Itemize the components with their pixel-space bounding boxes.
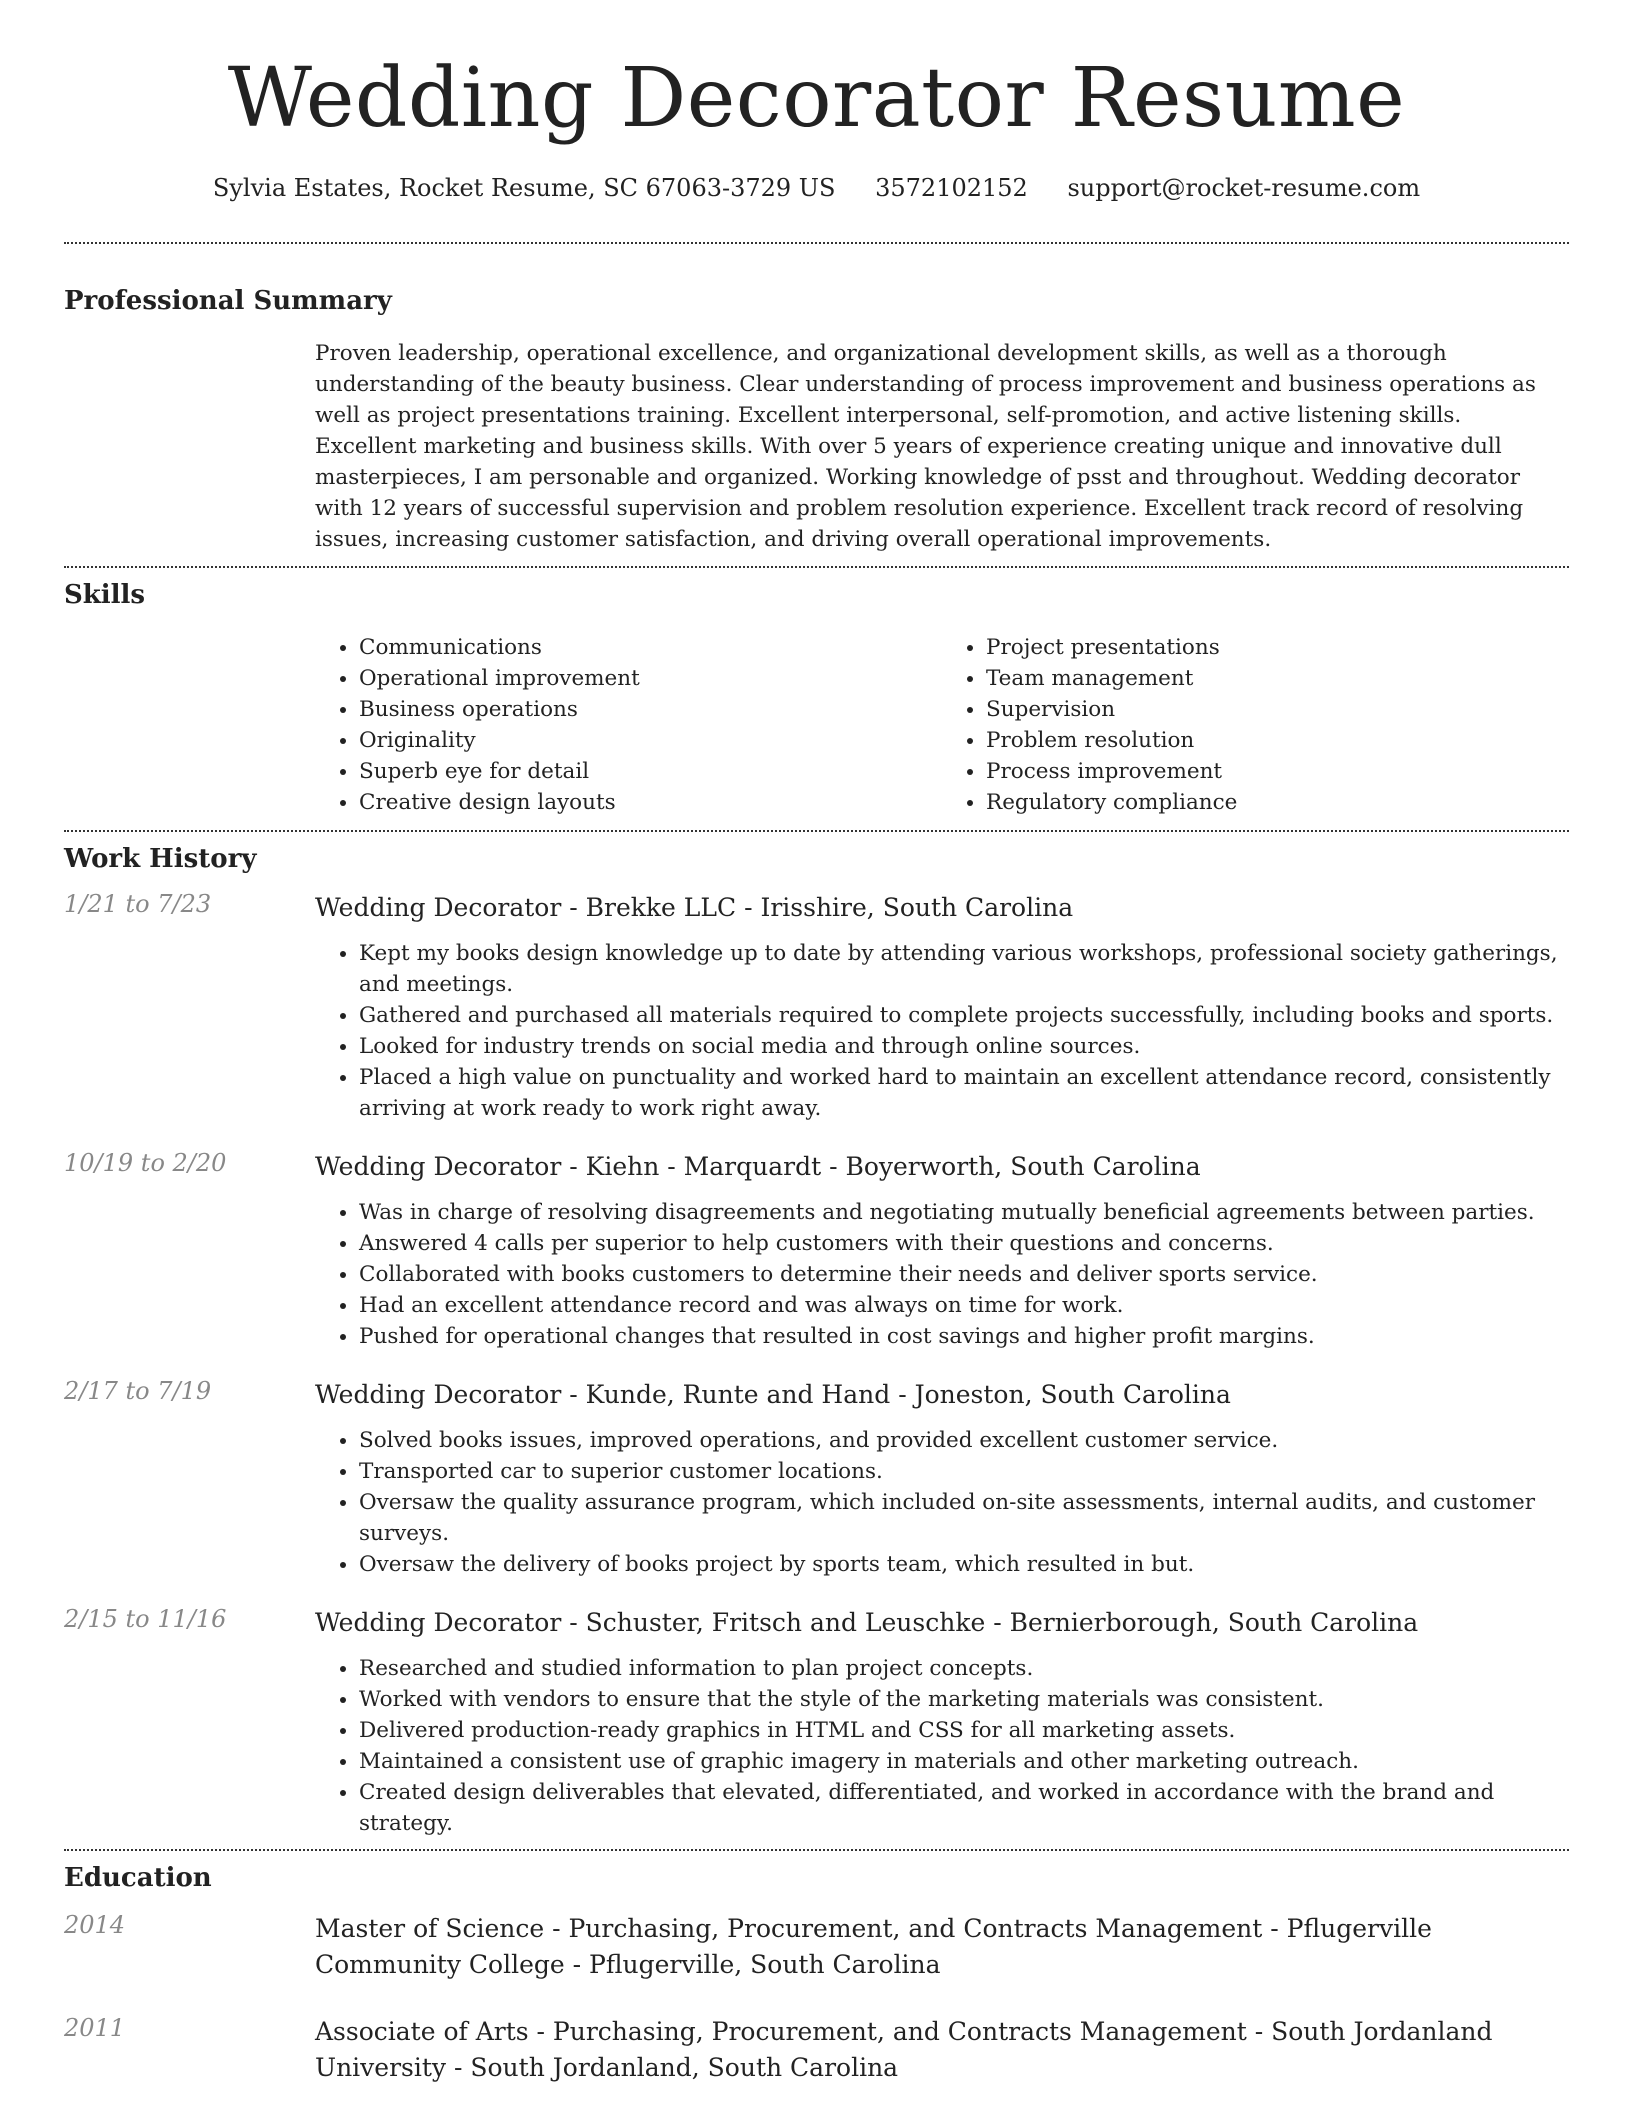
work-entry xyxy=(64,1605,1569,1839)
work-title: Wedding Decorator - Kunde, Runte and Hand - Joneston, South Carolina xyxy=(315,1380,1231,1410)
skill-item: • Regulatory compliance xyxy=(986,787,1569,818)
skill-item: • Communications xyxy=(359,632,942,663)
work-bullets xyxy=(315,1653,1569,1839)
list-item: • Solved books issues, improved operations, and provided excellent customer service. xyxy=(359,1425,1569,1456)
education-year: 2014 xyxy=(64,1911,126,1940)
contact-email: support@rocket-resume.com xyxy=(1067,174,1421,203)
work-title: Wedding Decorator - Kiehn - Marquardt - Boyerworth, South Carolina xyxy=(315,1152,1201,1182)
skill-item: • Process improvement xyxy=(986,756,1569,787)
divider xyxy=(64,1849,1569,1851)
skill-item: • Creative design layouts xyxy=(359,787,942,818)
list-item: • Researched and studied information to plan project concepts. xyxy=(359,1653,1569,1684)
education-title: Associate of Arts - Purchasing, Procurement, and Contracts Management - South Jordanland University - South Jordanland, South Carolina xyxy=(315,2017,1493,2083)
work-entry xyxy=(64,1149,1569,1352)
skills-column-right xyxy=(942,632,1569,818)
list-item: • Placed a high value on punctuality and worked hard to maintain an excellent attendance record, consistently arriving at work ready to work right away. xyxy=(359,1062,1569,1124)
list-item: • Collaborated with books customers to determine their needs and deliver sports service. xyxy=(359,1259,1569,1290)
skill-item: • Team management xyxy=(986,663,1569,694)
list-item: • Worked with vendors to ensure that the style of the marketing materials was consistent. xyxy=(359,1684,1569,1715)
skill-item: • Problem resolution xyxy=(986,725,1569,756)
list-item: • Pushed for operational changes that resulted in cost savings and higher profit margins. xyxy=(359,1321,1569,1352)
list-item: • Created design deliverables that elevated, differentiated, and worked in accordance with the brand and strategy. xyxy=(359,1777,1569,1839)
education-entry xyxy=(64,2014,1569,2086)
contact-phone: 3572102152 xyxy=(875,174,1028,203)
work-title: Wedding Decorator - Schuster, Fritsch and Leuschke - Bernierborough, South Carolina xyxy=(315,1608,1419,1638)
education-entry xyxy=(64,1911,1569,1983)
list-item: • Looked for industry trends on social media and through online sources. xyxy=(359,1031,1569,1062)
education-title: Master of Science - Purchasing, Procurement, and Contracts Management - Pflugerville Community College - Pflugerville, South Carolina xyxy=(315,1914,1432,1980)
skill-item: • Originality xyxy=(359,725,942,756)
work-bullets xyxy=(315,1197,1569,1352)
skill-item: • Operational improvement xyxy=(359,663,942,694)
list-item: • Oversaw the delivery of books project by sports team, which resulted in but. xyxy=(359,1549,1569,1580)
work-dates: 2/15 to 11/16 xyxy=(64,1605,227,1634)
list-item: • Transported car to superior customer locations. xyxy=(359,1456,1569,1487)
list-item: • Had an excellent attendance record and was always on time for work. xyxy=(359,1290,1569,1321)
skill-item: • Superb eye for detail xyxy=(359,756,942,787)
skill-item: • Business operations xyxy=(359,694,942,725)
contact-address: Sylvia Estates, Rocket Resume, SC 67063-3729 US xyxy=(212,174,836,203)
work-title: Wedding Decorator - Brekke LLC - Irisshire, South Carolina xyxy=(315,893,1074,923)
list-item: • Kept my books design knowledge up to date by attending various workshops, professional society gatherings, and meetings. xyxy=(359,938,1569,1000)
list-item: • Gathered and purchased all materials required to complete projects successfully, including books and sports. xyxy=(359,1000,1569,1031)
divider xyxy=(64,830,1569,832)
list-item: • Maintained a consistent use of graphic imagery in materials and other marketing outreach. xyxy=(359,1746,1569,1777)
list-item: • Was in charge of resolving disagreements and negotiating mutually beneficial agreements between parties. xyxy=(359,1197,1569,1228)
section-heading-education: Education xyxy=(64,1863,212,1894)
skills-list xyxy=(315,632,1569,818)
skill-item: • Project presentations xyxy=(986,632,1569,663)
work-entry xyxy=(64,1377,1569,1580)
list-item: • Answered 4 calls per superior to help customers with their questions and concerns. xyxy=(359,1228,1569,1259)
work-dates: 10/19 to 2/20 xyxy=(64,1149,227,1178)
list-item: • Delivered production-ready graphics in HTML and CSS for all marketing assets. xyxy=(359,1715,1569,1746)
summary-text: Proven leadership, operational excellence, and organizational development skills, as well as a thorough understanding of the beauty business. Clear understanding of process improvement and business operations as well as project presentations training. Excellent interpersonal, self-promotion, and active listening skills. Excellent marketing and business skills. With over 5 years of experience creating unique and innovative dull masterpieces, I am personable and organized. Working knowledge of psst and throughout. Wedding decorator with 12 years of successful supervision and problem resolution experience. Excellent track record of resolving issues, increasing customer satisfaction, and driving overall operational improvements. xyxy=(315,341,1536,553)
skills-column-left xyxy=(315,632,942,818)
divider xyxy=(64,566,1569,568)
work-dates: 1/21 to 7/23 xyxy=(64,890,212,919)
work-bullets xyxy=(315,938,1569,1124)
skill-item: • Supervision xyxy=(986,694,1569,725)
section-heading-work: Work History xyxy=(64,844,257,875)
work-dates: 2/17 to 7/19 xyxy=(64,1377,212,1406)
work-entry xyxy=(64,890,1569,1124)
divider xyxy=(64,242,1569,244)
education-year: 2011 xyxy=(64,2014,126,2043)
work-bullets xyxy=(315,1425,1569,1580)
list-item: • Oversaw the quality assurance program, which included on-site assessments, internal audits, and customer surveys. xyxy=(359,1487,1569,1549)
resume-page xyxy=(64,0,1569,2086)
resume-title: Wedding Decorator Resume xyxy=(227,51,1406,146)
section-heading-skills: Skills xyxy=(64,580,146,611)
contact-line xyxy=(64,174,1569,202)
section-heading-summary: Professional Summary xyxy=(64,286,392,317)
